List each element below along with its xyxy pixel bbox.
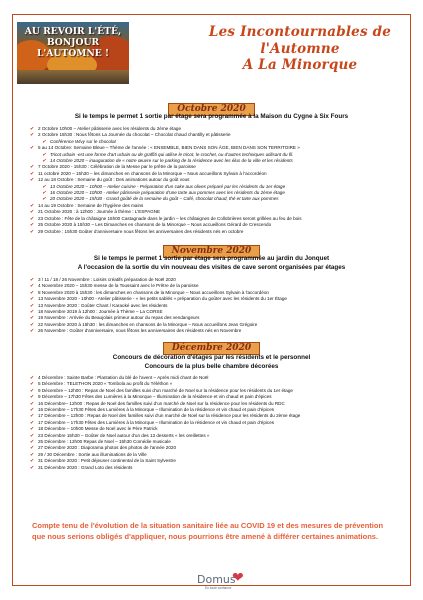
checkmark-icon: ✔ — [42, 183, 47, 190]
autumn-hero-image — [17, 22, 129, 84]
list-item-text: 8 Novembre 2020 à 15h30 : les dimanches en chansons de la Minorque – Nous accueillons Sylvain à l'accordéon — [38, 289, 269, 295]
checkmark-icon: ✔ — [42, 138, 47, 145]
checkmark-icon: ✔ — [30, 315, 35, 322]
list-item-text: 23 Décembre 15h30 – Goûter de Noel autour d'un des 13 desserts « les oreillettes » — [38, 432, 210, 438]
list-item-text: 14 Octobre 2020 – inauguration de « notre œuvre sur le parking de la résidence avec les élus de la ville et les résidents — [50, 158, 293, 164]
list-item-text: 31 Décembre 2020 : Grand Loto des résidents — [38, 464, 133, 470]
november-heading: Novembre 2020 — [0, 240, 423, 258]
november-intro-2: A l'occasion de la sortie du vin nouveau des visites de cave seront organisées par étages — [77, 264, 346, 271]
checkmark-icon: ✔ — [30, 170, 35, 177]
list-item-text: 21 Octobre 2020 : à 12h00 : Journée à thème : L'ESPAGNE — [38, 209, 161, 215]
checkmark-icon: ✔ — [30, 464, 35, 471]
list-item-text: 26 Novembre : Goûter d'anniversaire, nous fêtons les anniversaires des résidents nés en Novembre — [38, 328, 242, 334]
list-item-text: 11 octobre 2020 – 15h30 – les dimanches en chansons de la Minorque – Nous accueillons Sylvain à l'accordéon — [38, 170, 267, 176]
checkmark-icon: ✔ — [30, 283, 35, 290]
list-item-text: 3 / 11 / 18 / 26 Novembre : Loisirs créatifs préparation de Noël 2020 — [38, 277, 176, 282]
list-item-text: 16 Décembre – 17h30 Fêtes des Lumières à la Minorque – Illumination de la résidence et vin chaud et pain d'épices — [38, 407, 275, 413]
list-item-text: Tricot urbain -est une forme d'art urbain ou de graffiti qui utilise le tricot, le crochet, ou d'autres techniques utilisant du fil. — [50, 151, 294, 157]
checkmark-icon: ✔ — [30, 375, 35, 381]
list-item-text: 13 Novembre 2020 - 10h00 - Atelier pâtisserie - « les petits sablés » préparation du goûter avec les résidents du 1er Étage — [38, 296, 287, 302]
list-item-text: 27 Décembre 2020 : Diaporama photos des photos de l'année 2020 — [38, 445, 177, 451]
list-item-text: 12 au 18 Octobre : Semaine du goût : Des animations autour du goût vous — [38, 177, 190, 183]
list-item-text: 29 Octobre : 15h30 Goûter d'anniversaire nous fêtons les anniversaires des résidents nés en octobre — [38, 228, 244, 234]
october-intro: Si le temps le permet 1 sortie par étage sera programmée à la Maison du Cygne à Six Fours — [74, 113, 349, 120]
page-title — [190, 24, 410, 74]
december-heading: Décembre 2020 — [0, 337, 423, 355]
list-item-text: 13 Novembre 2020 : Goûter Chant / Karaoké avec les résidents — [38, 302, 168, 308]
checkmark-icon: ✔ — [30, 296, 35, 303]
checkmark-icon: ✔ — [30, 215, 35, 222]
title-line-1: Les Incontournables de — [208, 24, 392, 40]
october-heading: Octobre 2020 — [0, 98, 423, 116]
list-item-text: 9 Décembre – 17h30 Fêtes des Lumières à la Minorque – Illumination de la résidence et vin chaud et pain d'épices — [38, 394, 272, 400]
checkmark-icon: ✔ — [42, 158, 47, 165]
covid-notice: Compte tenu de l'évolution de la situation sanitaire liée au COVID 19 et des mesures de prévention que nous serions obligés d'appliquer, nous pourrions être amené à différer certaines animations. — [32, 521, 384, 541]
october-list — [30, 126, 402, 235]
november-intro-1: Si le temps le permet 1 sortie par étage sera programmée au jardin du Jonquet — [93, 255, 330, 262]
checkmark-icon: ✔ — [30, 164, 35, 171]
december-intro-1: Concours de décoration d'étages par les résidents et le personnel — [112, 354, 311, 361]
list-item-text: 7 Octobre 2020 - 15h30 : Célébration de la Messe par le prêtre de la paroisse — [38, 164, 196, 170]
checkmark-icon: ✔ — [30, 432, 35, 439]
list-item-text: 2 Octobre 10h00 – Atelier pâtisserie avec les résidents du 2ème étage — [38, 126, 182, 131]
list-item-text: 25 Octobre 2020 à 15h30 – Les Dimanches en chansons de la Minorque – Nous accueillons Gérard de Crescendo — [38, 222, 272, 228]
checkmark-icon: ✔ — [30, 445, 35, 452]
checkmark-icon: ✔ — [30, 177, 35, 184]
list-item-text: 17 Décembre – 17h30 Fêtes des Lumières à la Minorque – Illumination de la résidence et vin chaud et pain d'épices — [38, 419, 275, 425]
checkmark-icon: ✔ — [30, 458, 35, 465]
checkmark-icon: ✔ — [30, 209, 35, 216]
list-item-text: 4 Décembre : Sainte Barbe : Plantation du blé de l'avent – Après midi chant de Noël — [38, 375, 209, 380]
list-item-text: 16 Octobre 2020 – 10h00 - Atelier pâtisserie préparation d'une tarte aux pommes avec les résidents du 2ème étage — [50, 190, 285, 196]
checkmark-icon: ✔ — [30, 387, 35, 394]
list-item-text: 18 Décembre – 10h00 Messe de Noel avec le Père Patrick — [38, 426, 158, 432]
list-item-text: 2 Octobre 15h30 : Nous fêtons La Journée du chocolat – Chocolat chaud chantilly et pâtisserie — [38, 132, 231, 138]
checkmark-icon: ✔ — [30, 228, 35, 235]
checkmark-icon: ✔ — [30, 407, 35, 414]
november-list — [30, 277, 402, 335]
checkmark-icon: ✔ — [30, 277, 35, 283]
checkmark-icon: ✔ — [30, 451, 35, 458]
list-item-text: 16 Décembre– 12h00 : Repas de Noel des familles suivi d'un marché de Noel sur la résidence pour les résidents du RDC — [38, 400, 285, 406]
checkmark-icon: ✔ — [30, 394, 35, 401]
checkmark-icon: ✔ — [42, 190, 47, 197]
list-item-text: 25 Décembre : 12h00 Repas de Noel – 15h30 Comédie musicale — [38, 439, 171, 445]
checkmark-icon: ✔ — [30, 145, 35, 152]
list-item-text: 18 Novembre 2019 à 12h00 : Journée à Thème – La CORSE — [38, 309, 163, 315]
checkmark-icon: ✔ — [30, 400, 35, 407]
checkmark-icon: ✔ — [30, 426, 35, 433]
list-item-text: 19 Novembre : Arrivée du Beaujolais primeur autour du repas des vendangeurs — [38, 315, 200, 321]
checkmark-icon: ✔ — [30, 381, 35, 388]
title-line-2: l'Automne — [260, 40, 340, 57]
heart-icon: ❤ — [232, 569, 244, 585]
list-item-text: 20 Octobre 2020 – 15h30 - Grand goûté de la semaine du goût – Café, chocolat chaud, thé et tarte aux pommes — [50, 196, 279, 202]
list-item-text: 5 au 14 Octobre: Semaine Bleue – Thème de l'année : « ENSEMBLE, BIEN DANS SON ÂGE, BIEN DANS SON TERRITOIRE » — [38, 145, 300, 151]
list-item-text: 9 Décembre – 12h00 : Repas de Noel des familles suivi d'un marché de Noel sur la résidence pour les résidents du 1er étage — [38, 387, 293, 393]
list-item — [30, 328, 402, 334]
list-item-text: 22 Novembre 2020 à 15h30 : les dimanches en chansons de la Minorque – Nous accueillons Jean Grégoire — [38, 321, 258, 327]
checkmark-icon: ✔ — [42, 196, 47, 203]
checkmark-icon: ✔ — [30, 302, 35, 309]
list-item-text: Conférence Wivy sur le chocolat — [50, 138, 116, 144]
checkmark-icon: ✔ — [30, 413, 35, 420]
checkmark-icon: ✔ — [30, 202, 35, 209]
december-list — [30, 375, 402, 471]
checkmark-icon: ✔ — [30, 309, 35, 316]
checkmark-icon: ✔ — [30, 328, 35, 335]
list-item-text: 17 Décembre – 12h00 : Repas de Noel des familles suivi d'un marché de Noel sur la résidence pour les résidents du 2ème étage — [38, 413, 301, 419]
title-line-3: A La Minorque — [242, 57, 358, 73]
list-item-text: 5 Décembre : TELETHON 2020 « Tombola au profit du Téléthon » — [38, 381, 173, 387]
list-item-text: 23 Octobre : Fête de la châtaigne 15h00 Castagnade dans le jardin – les châtaignes de Collobrières seront grillées au feu de bois — [38, 215, 302, 221]
list-item-text: 14 au 19 Octobre : Semaine de l'hygiène des mains — [38, 202, 144, 208]
list-item-text: 29 / 30 Décembre : Sortie aux illuminations de la Ville — [38, 451, 147, 457]
logo-tagline: En toute confiance — [205, 586, 232, 590]
list-item — [30, 229, 402, 235]
checkmark-icon: ✔ — [42, 151, 47, 158]
list-item-text: 4 Novembre 2020 – 15h30 messe de la Toussaint avec le Prêtre de la paroisse — [38, 283, 199, 289]
list-item — [30, 465, 402, 471]
checkmark-icon: ✔ — [30, 419, 35, 426]
list-item-text: 31 Décembre 2020 : Petit déjeuner continental de la Saint Sylvestre — [38, 458, 176, 464]
logo-word: Domus — [197, 573, 236, 586]
hero-line-1: AU REVOIR L'ÉTÉ, — [24, 26, 122, 37]
checkmark-icon: ✔ — [30, 132, 35, 139]
hero-line-2: BONJOUR L'AUTOMNE ! — [36, 37, 110, 59]
hero-caption — [19, 26, 127, 59]
checkmark-icon: ✔ — [30, 289, 35, 296]
checkmark-icon: ✔ — [30, 321, 35, 328]
checkmark-icon: ✔ — [30, 439, 35, 446]
checkmark-icon: ✔ — [30, 126, 35, 132]
domus-logo — [197, 570, 257, 594]
december-intro-2: Concours de la plus belle chambre décorées — [144, 363, 279, 370]
list-item-text: 13 Octobre 2020 – 10h00 – Atelier cuisine - Préparation d'un cake aux olives préparé par les résidents du 1er étage — [50, 183, 286, 189]
checkmark-icon: ✔ — [30, 222, 35, 229]
